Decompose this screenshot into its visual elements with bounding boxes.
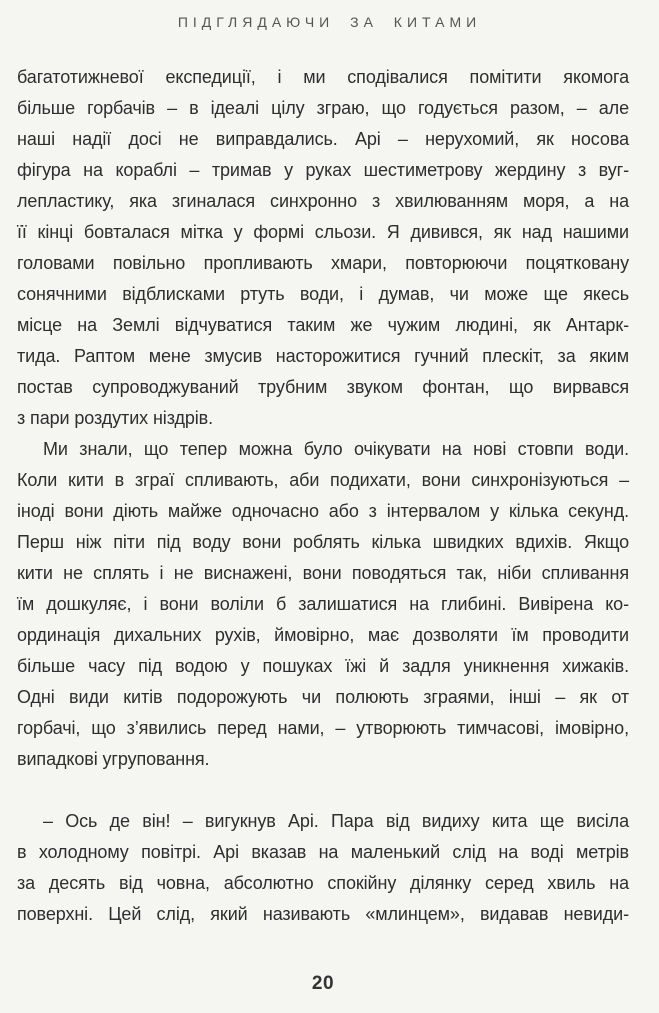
text-column (17, 62, 629, 930)
text-line: більше часу під водою у пошуках їжі й задля уникнення хижаків. (17, 656, 629, 676)
text-line: фігура на кораблі – тримав у руках шестиметрову жердину з вуг- (17, 160, 629, 180)
text-line: постав супроводжуваний трубним звуком фонтан, що вирвався (17, 377, 629, 397)
text-line: її кінці бовталася мітка у формі сльози. Я дивився, як над нашими (17, 222, 629, 242)
text-line: головами повільно пропливають хмари, повторюючи поцятковану (17, 253, 629, 273)
text-line: іноді вони діють майже одночасно або з інтервалом у кілька секунд. (17, 501, 629, 521)
text-line: наші надії досі не виправдались. Арі – нерухомий, як носова (17, 129, 629, 149)
text-line: Одні види китів подорожують чи полюють зграями, інші – як от (17, 687, 629, 707)
text-line: Ми знали, що тепер можна було очікувати на нові стовпи води. (43, 439, 629, 459)
text-line: багатотижневої експедиції, і ми сподівалися помітити якомога (17, 67, 629, 87)
text-line: випадкові угруповання. (17, 749, 210, 769)
text-line: ординація дихальних рухів, ймовірно, має дозволяти їм проводити (17, 625, 629, 645)
text-line: кити не сплять і не виснажені, вони поводяться так, ніби спливання (17, 563, 629, 583)
text-line: Коли кити в зграї спливають, аби подихати, вони синхронізуються – (17, 470, 629, 490)
page-number: 20 (311, 973, 335, 994)
text-line: Перш ніж піти під воду вони роблять кілька швидких вдихів. Якщо (17, 532, 629, 552)
text-line: більше горбачів – в ідеалі цілу зграю, що годується разом, – але (17, 98, 629, 118)
text-line: їм дошкуляє, і вони воліли б залишатися на глибині. Вивірена ко- (17, 594, 629, 614)
text-line: поверхні. Цей слід, який називають «млинцем», видавав невиди- (17, 904, 629, 924)
text-line: – Ось де він! – вигукнув Арі. Пара від видиху кита ще висіла (43, 811, 629, 831)
paragraph (17, 806, 629, 930)
paragraph (17, 434, 629, 775)
text-line: з пари роздутих ніздрів. (17, 408, 214, 428)
text-line: лепластику, яка згиналася синхронно з хвилюванням моря, а на (17, 191, 629, 211)
text-line: сонячними відблисками ртуть води, і думав, чи може ще якесь (17, 284, 629, 304)
running-header: ПІДГЛЯДАЮЧИ ЗА КИТАМИ (177, 14, 482, 30)
text-line: тида. Раптом мене змусив насторожитися гучний плескіт, за яким (17, 346, 629, 366)
paragraph (17, 62, 629, 434)
text-line: за десять від човна, абсолютно спокійну ділянку серед хвиль на (17, 873, 629, 893)
text-line: горбачі, що з’явились перед нами, – утворюють тимчасові, імовірно, (17, 718, 629, 738)
text-line: в холодному повітрі. Арі вказав на маленький слід на воді метрів (17, 842, 629, 862)
text-line: місце на Землі відчуватися таким же чужим людині, як Антарк- (17, 315, 629, 335)
